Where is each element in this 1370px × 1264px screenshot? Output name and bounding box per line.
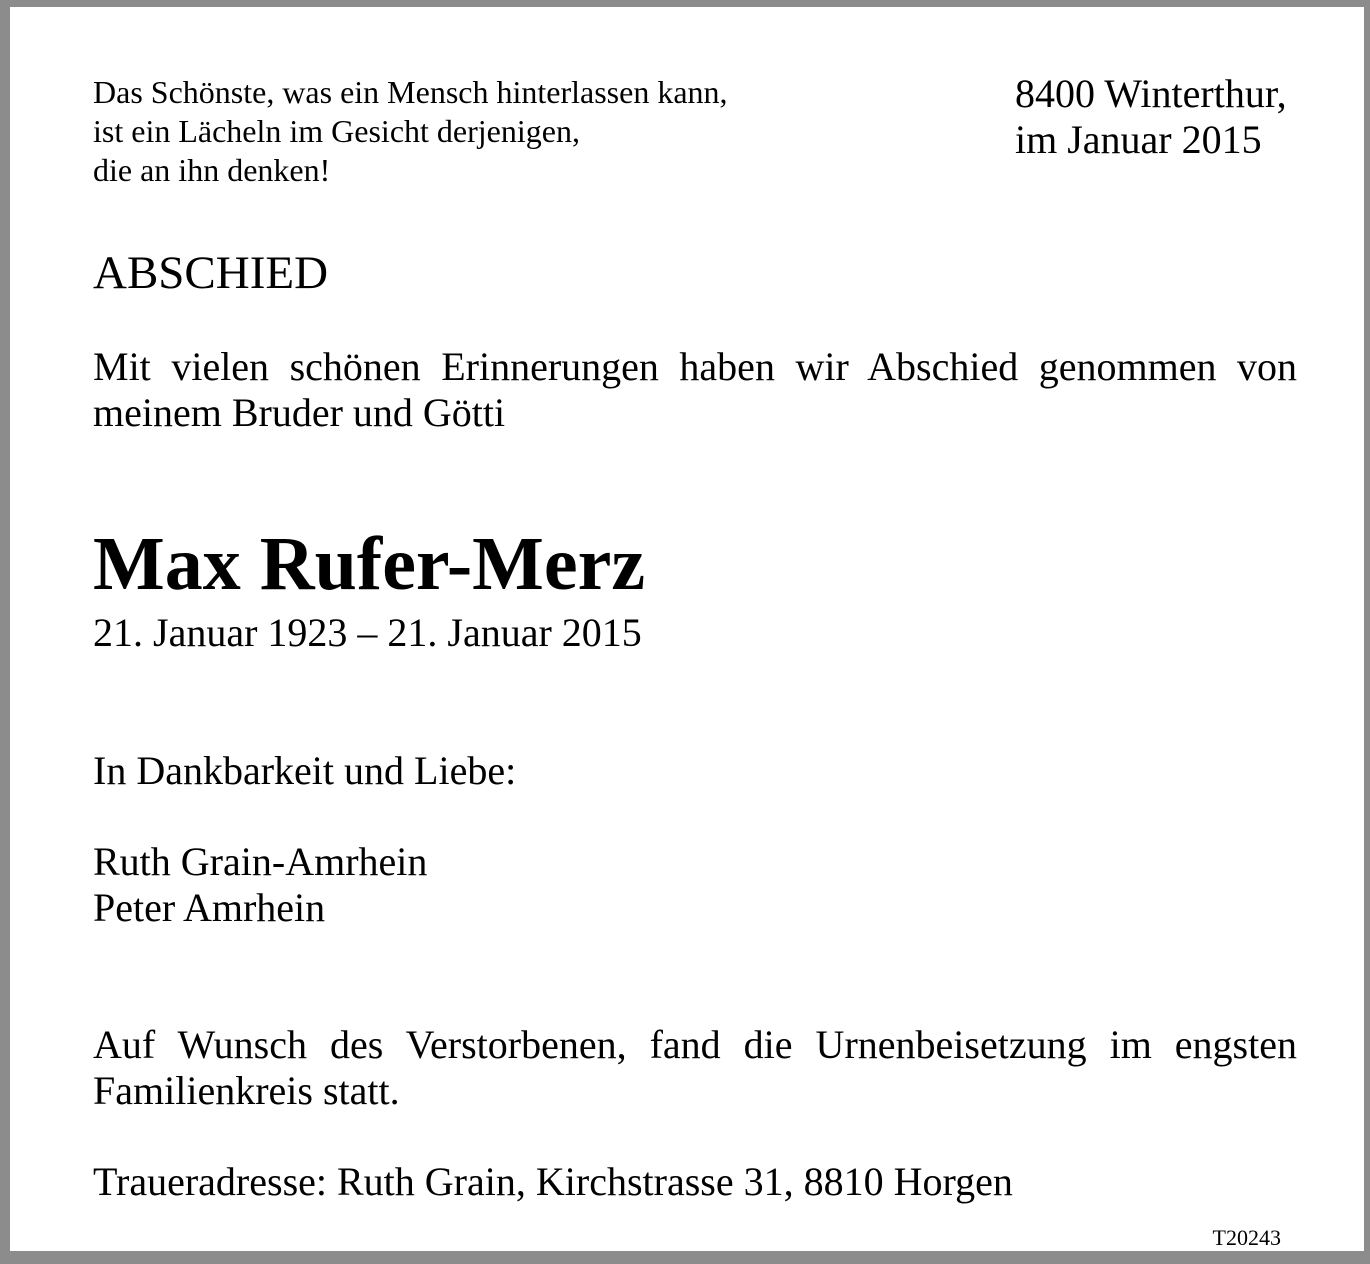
intro-line: meinem Bruder und Götti (93, 390, 506, 435)
place-line: 8400 Winterthur, (1015, 71, 1287, 116)
motto-quote (93, 73, 728, 190)
motto-line: ist ein Lächeln im Gesicht derjenigen, (93, 113, 580, 149)
funeral-note-line: Auf Wunsch des Verstorbenen, fand die Urnenbeisetzung im engsten (93, 1022, 1297, 1067)
funeral-note (93, 1022, 1297, 1114)
deceased-name: Max Rufer-Merz (93, 522, 646, 606)
mourner-name: Ruth Grain-Amrhein (93, 839, 428, 884)
motto-line: Das Schönste, was ein Mensch hinterlassen kann, (93, 74, 728, 110)
mourners-list (93, 839, 427, 931)
thanks-line: In Dankbarkeit und Liebe: (93, 748, 517, 793)
intro-paragraph (93, 344, 1297, 436)
notice-heading: ABSCHIED (93, 247, 329, 299)
place-date (1015, 71, 1287, 163)
reference-code: T20243 (1212, 1225, 1281, 1250)
life-dates: 21. Januar 1923 – 21. Januar 2015 (93, 610, 642, 655)
mourner-name: Peter Amrhein (93, 885, 326, 930)
motto-line: die an ihn denken! (93, 152, 331, 188)
intro-line: Mit vielen schönen Erinnerungen haben wir Abschied genommen von (93, 344, 1297, 389)
date-line: im Januar 2015 (1015, 117, 1262, 162)
mourning-address: Traueradresse: Ruth Grain, Kirchstrasse 31, 8810 Horgen (93, 1159, 1013, 1204)
funeral-note-line: Familienkreis statt. (93, 1068, 400, 1113)
